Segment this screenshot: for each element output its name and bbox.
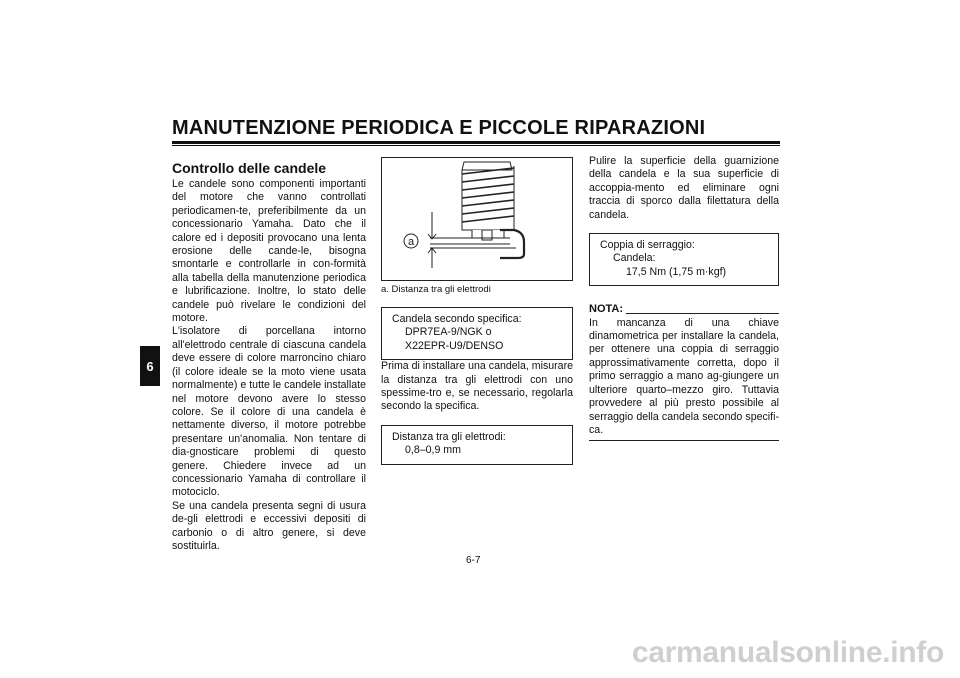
spec-title: Candela secondo specifica: bbox=[392, 313, 522, 325]
electrode-gap-spec-box bbox=[381, 425, 573, 465]
body-paragraph: Le candele sono componenti importanti del motore che vanno controllati periodicamen-te, preferibilmente da un concessionario Yamaha. Dato che il calore ed i depositi provocano una lenta erosione delle cande-le, bisogna smontarle e controllarle in con-formità alla tabella della manutenzione periodica e lubrificazione. Inoltre, lo stato delle candele può rivelare le condizioni del motore. bbox=[172, 178, 366, 325]
note-rule bbox=[626, 313, 779, 314]
header-rule bbox=[172, 141, 780, 144]
figure-callout: a bbox=[407, 236, 415, 248]
body-paragraph: L'isolatore di porcellana intorno all'elettrodo centrale di ciascuna candela deve essere di colore marroncino chiaro (il colore ideale se la moto viene usata normalmente) e tutte le candele installate nel motore devono avere lo stesso colore. Se il colore di una candela è nettamente diverso, il motore potrebbe presentare un'anomalia. Non tentare di dia-gnosticare problemi di questo genere. Chiedere invece ad un concessionario Yamaha di controllare il motociclo. bbox=[172, 325, 366, 499]
spark-plug-figure bbox=[381, 157, 573, 281]
body-paragraph: Prima di installare una candela, misurare la distanza tra gli elettrodi con uno spessime-tro e, se necessario, regolarla secondo la specifica. bbox=[381, 360, 573, 413]
left-column bbox=[172, 160, 366, 553]
figure-caption: a. Distanza tra gli elettrodi bbox=[381, 284, 491, 295]
page-title: MANUTENZIONE PERIODICA E PICCOLE RIPARAZIONI bbox=[172, 117, 706, 139]
spec-sub: Candela: bbox=[613, 252, 656, 265]
spec-title: Coppia di serraggio: bbox=[600, 239, 695, 252]
section-heading: Controllo delle candele bbox=[172, 160, 327, 176]
note-label: NOTA: bbox=[589, 303, 624, 316]
note-text: In mancanza di una chiave dinamometrica per installare la candela, per ottenere una coppia di serraggio approssimativamente corretta, dopo il primo serraggio a mano ag-giungere un ulteriore quarto–mezzo giro. Tuttavia provvedere al più presto possibile al serraggio della candela secondo specifi-ca. bbox=[589, 316, 779, 436]
note-end-rule bbox=[589, 440, 779, 441]
body-paragraph: Se una candela presenta segni di usura de-gli elettrodi e eccessivi depositi di carbonio o di altro genere, si deve sostituirla. bbox=[172, 499, 366, 552]
watermark: carmanualsonline.info bbox=[631, 636, 944, 669]
page-number: 6-7 bbox=[466, 555, 481, 566]
body-paragraph: Pulire la superficie della guarnizione della candela e la sua superficie di accoppia-mento ed eliminare ogni traccia di sporco dalla filettatura della candela. bbox=[589, 155, 779, 221]
spark-plug-illustration bbox=[382, 158, 572, 280]
torque-spec-box bbox=[589, 233, 779, 286]
spec-value: 0,8–0,9 mm bbox=[405, 444, 461, 457]
header-rule-thin bbox=[172, 145, 780, 146]
spec-value: 17,5 Nm (1,75 m·kgf) bbox=[626, 265, 727, 278]
right-column bbox=[589, 155, 779, 441]
spec-title: Distanza tra gli elettrodi: bbox=[392, 430, 506, 443]
spec-line: X22EPR-U9/DENSO bbox=[405, 339, 504, 352]
note-header bbox=[589, 303, 779, 316]
spec-line: DPR7EA-9/NGK o bbox=[405, 326, 492, 339]
chapter-tab: 6 bbox=[140, 346, 160, 386]
middle-column bbox=[381, 157, 573, 465]
spark-plug-spec-box bbox=[381, 307, 573, 360]
